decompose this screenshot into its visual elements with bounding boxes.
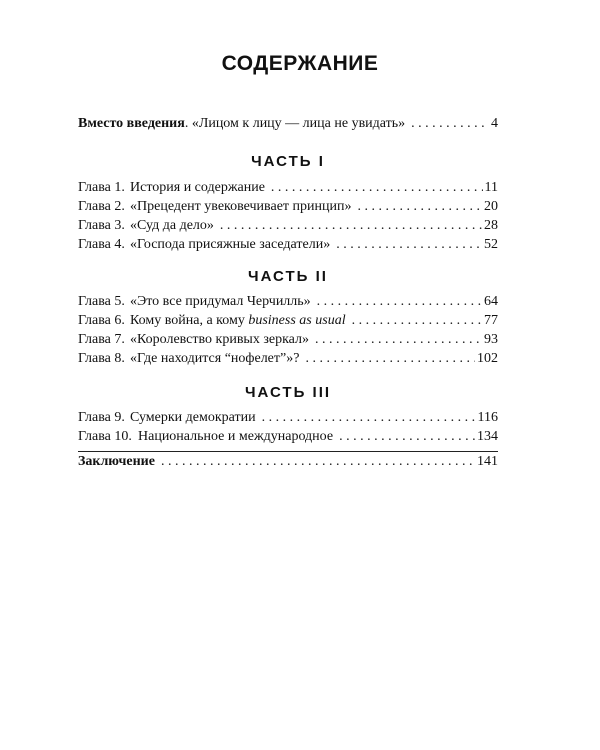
toc-entry-chapter-6[interactable] (78, 311, 498, 331)
dot-leader (352, 311, 482, 331)
chapter-title: История и содержание (130, 180, 265, 195)
toc-entry-conclusion[interactable] (78, 452, 498, 472)
dot-leader (305, 349, 475, 369)
chapter-page-number: 116 (477, 410, 498, 425)
chapter-page-number: 28 (484, 218, 498, 233)
intro-title: «Лицом к лицу — лица не увидать» (188, 116, 406, 131)
chapter-label: Глава 9. (78, 410, 125, 425)
chapter-page-number: 77 (484, 313, 498, 328)
toc-entry-intro[interactable] (78, 114, 498, 134)
intro-page-number: 4 (491, 116, 498, 131)
chapter-label: Глава 4. (78, 237, 125, 252)
dot-leader (271, 178, 483, 198)
chapter-label: Глава 5. (78, 294, 125, 309)
toc-entry-chapter-2[interactable] (78, 197, 498, 217)
dot-leader (336, 235, 482, 255)
chapter-title: Кому война, а кому (130, 313, 249, 328)
dot-leader (315, 330, 482, 350)
chapter-page-number: 102 (477, 351, 498, 366)
toc-entry-chapter-10[interactable] (78, 427, 498, 447)
chapter-title: «Господа присяжные заседатели» (130, 237, 331, 252)
chapter-label: Глава 10. (78, 429, 132, 444)
intro-separator: . (184, 116, 189, 131)
dot-leader (339, 427, 475, 447)
chapter-title: «Прецедент увековечивает принцип» (130, 199, 352, 214)
chapter-title: «Суд да дело» (130, 218, 214, 233)
chapter-label: Глава 1. (78, 180, 125, 195)
page-title: СОДЕРЖАНИЕ (221, 52, 379, 75)
dot-leader (411, 114, 489, 134)
part-1-heading: ЧАСТЬ I (251, 153, 325, 170)
dot-leader (262, 408, 476, 428)
chapter-label: Глава 8. (78, 351, 125, 366)
toc-entry-chapter-1[interactable] (78, 178, 498, 198)
dot-leader (317, 292, 482, 312)
chapter-page-number: 20 (484, 199, 498, 214)
chapter-title: «Это все придумал Черчилль» (130, 294, 311, 309)
chapter-page-number: 64 (484, 294, 498, 309)
chapter-title: «Королевство кривых зеркал» (130, 332, 309, 347)
chapter-page-number: 93 (484, 332, 498, 347)
part-3-heading: ЧАСТЬ III (244, 384, 332, 401)
toc-entry-chapter-5[interactable] (78, 292, 498, 312)
chapter-title: Сумерки демократии (130, 410, 256, 425)
dot-leader (357, 197, 482, 217)
chapter-page-number: 134 (477, 429, 498, 444)
chapter-page-number: 11 (484, 180, 498, 195)
toc-entry-chapter-3[interactable] (78, 216, 498, 236)
conclusion-label: Заключение (78, 454, 155, 469)
chapter-page-number: 52 (484, 237, 498, 252)
toc-entry-chapter-4[interactable] (78, 235, 498, 255)
chapter-title-italic: business as usual (248, 313, 346, 328)
chapter-title: Национальное и международное (138, 429, 334, 444)
conclusion-page-number: 141 (477, 454, 498, 469)
dot-leader (220, 216, 482, 236)
chapter-label: Глава 6. (78, 313, 125, 328)
chapter-label: Глава 7. (78, 332, 125, 347)
toc-entry-chapter-8[interactable] (78, 349, 498, 369)
part-2-heading: ЧАСТЬ II (248, 268, 328, 285)
toc-entry-chapter-7[interactable] (78, 330, 498, 350)
chapter-label: Глава 3. (78, 218, 125, 233)
dot-leader (161, 452, 475, 472)
chapter-label: Глава 2. (78, 199, 125, 214)
intro-label: Вместо введения (78, 116, 185, 131)
chapter-title: «Где находится “нофелет”»? (130, 351, 300, 366)
toc-entry-chapter-9[interactable] (78, 408, 498, 428)
